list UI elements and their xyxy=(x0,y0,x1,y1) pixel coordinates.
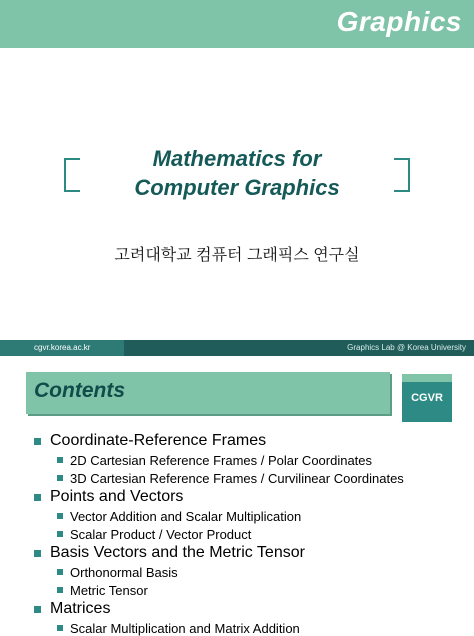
list-item: Matrices xyxy=(50,600,111,617)
slide-title xyxy=(0,144,474,202)
cgvr-logo xyxy=(402,374,452,422)
sub-list-item: 3D Cartesian Reference Frames / Curvilinear Coordinates xyxy=(70,471,404,486)
title-line-1: Mathematics for xyxy=(152,146,322,171)
header-title: Graphics xyxy=(336,6,462,37)
institution-subtitle: 고려대학교 컴퓨터 그래픽스 연구실 xyxy=(114,247,360,264)
sub-list-item: Scalar Multiplication and Matrix Addition xyxy=(70,621,300,636)
header-bar xyxy=(0,0,474,48)
logo-text: CGVR xyxy=(411,392,443,404)
sub-list-item: Metric Tensor xyxy=(70,583,148,598)
footer-url[interactable]: cgvr.korea.ac.kr xyxy=(0,340,124,356)
sub-list-item: 2D Cartesian Reference Frames / Polar Coordinates xyxy=(70,453,373,468)
sub-list-item: Vector Addition and Scalar Multiplication xyxy=(70,509,302,524)
footer-lab-name: Graphics Lab @ Korea University xyxy=(347,343,466,352)
sub-list-item: Orthonormal Basis xyxy=(70,565,178,580)
logo-strip xyxy=(402,374,452,382)
contents-heading-bar xyxy=(26,372,390,414)
contents-slide xyxy=(0,364,474,636)
footer-bar xyxy=(0,340,474,356)
list-item: Basis Vectors and the Metric Tensor xyxy=(50,544,305,561)
title-line-2: Computer Graphics xyxy=(134,175,340,200)
sub-list-item: Scalar Product / Vector Product xyxy=(70,527,252,542)
list-item: Coordinate-Reference Frames xyxy=(50,432,267,449)
list-item: Points and Vectors xyxy=(50,488,184,505)
contents-heading: Contents xyxy=(34,379,125,402)
